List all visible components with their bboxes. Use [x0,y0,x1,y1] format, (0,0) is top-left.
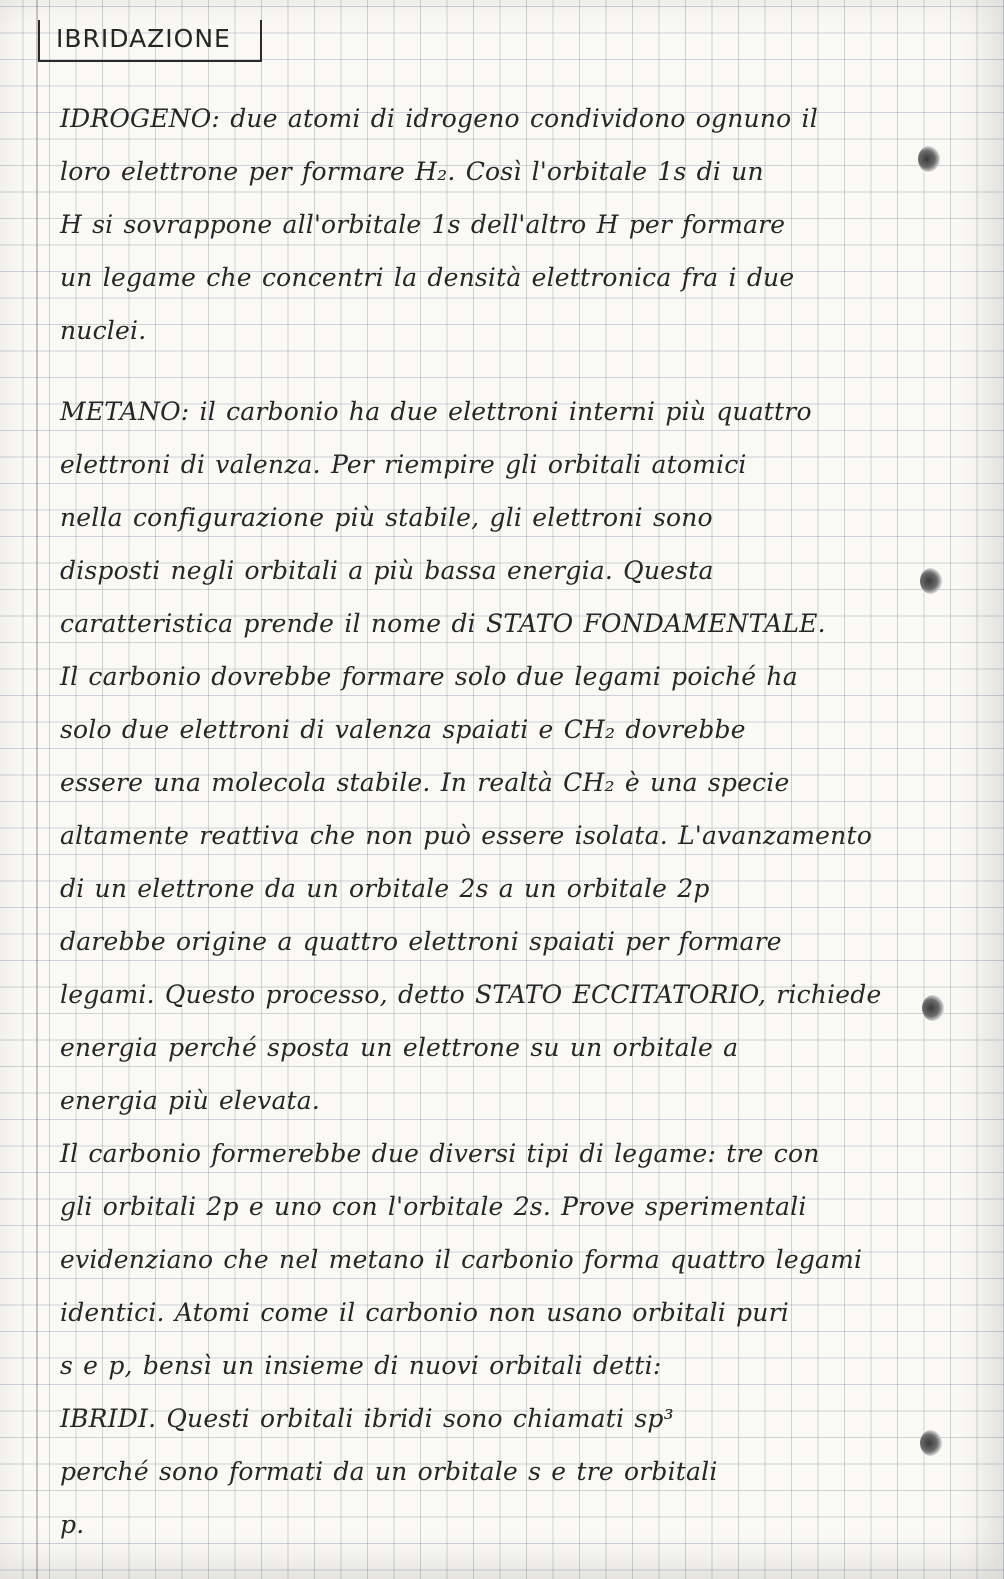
text-line: di un elettrone da un orbitale 2s a un orbitale 2p [60,874,710,903]
text-line: elettroni di valenza. Per riempire gli orbitali atomici [60,450,747,479]
text-line: IDROGENO: due atomi di idrogeno condividono ognuno il [60,104,818,133]
text-line: perché sono formati da un orbitale s e tre orbitali [60,1457,718,1486]
text-line: evidenziano che nel metano il carbonio forma quattro legami [60,1245,863,1274]
text-line: energia più elevata. [60,1086,321,1115]
text-line: Il carbonio dovrebbe formare solo due legami poiché ha [60,662,798,691]
text-line: legami. Questo processo, detto STATO ECCITATORIO, richiede [60,980,882,1009]
text-line: p. [60,1510,85,1539]
text-line: solo due elettroni di valenza spaiati e CH₂ dovrebbe [60,715,746,744]
text-line: H si sovrappone all'orbitale 1s dell'altro H per formare [60,210,786,239]
text-line: Il carbonio formerebbe due diversi tipi di legame: tre con [60,1139,820,1168]
text-line: nella configurazione più stabile, gli elettroni sono [60,503,713,532]
text-line: caratteristica prende il nome di STATO FONDAMENTALE. [60,609,826,638]
text-line: essere una molecola stabile. In realtà CH₂ è una specie [60,768,790,797]
paragraph-metano [60,385,970,1551]
text-line: energia perché sposta un elettrone su un orbitale a [60,1033,739,1062]
text-line: darebbe origine a quattro elettroni spaiati per formare [60,927,782,956]
text-line: loro elettrone per formare H₂. Così l'orbitale 1s di un [60,157,764,186]
paragraph-idrogeno [60,92,970,357]
page-title: IBRIDAZIONE [38,20,262,62]
text-line: IBRIDI. Questi orbitali ibridi sono chiamati sp³ [60,1404,674,1433]
text-line: altamente reattiva che non può essere isolata. L'avanzamento [60,821,872,850]
text-line: nuclei. [60,316,147,345]
text-line: METANO: il carbonio ha due elettroni interni più quattro [60,397,812,426]
text-line: disposti negli orbitali a più bassa energia. Questa [60,556,714,585]
margin-line [36,0,38,1579]
text-line: gli orbitali 2p e uno con l'orbitale 2s. Prove sperimentali [60,1192,807,1221]
text-line: un legame che concentri la densità elettronica fra i due [60,263,795,292]
text-line: identici. Atomi come il carbonio non usano orbitali puri [60,1298,789,1327]
text-line: s e p, bensì un insieme di nuovi orbitali detti: [60,1351,662,1380]
